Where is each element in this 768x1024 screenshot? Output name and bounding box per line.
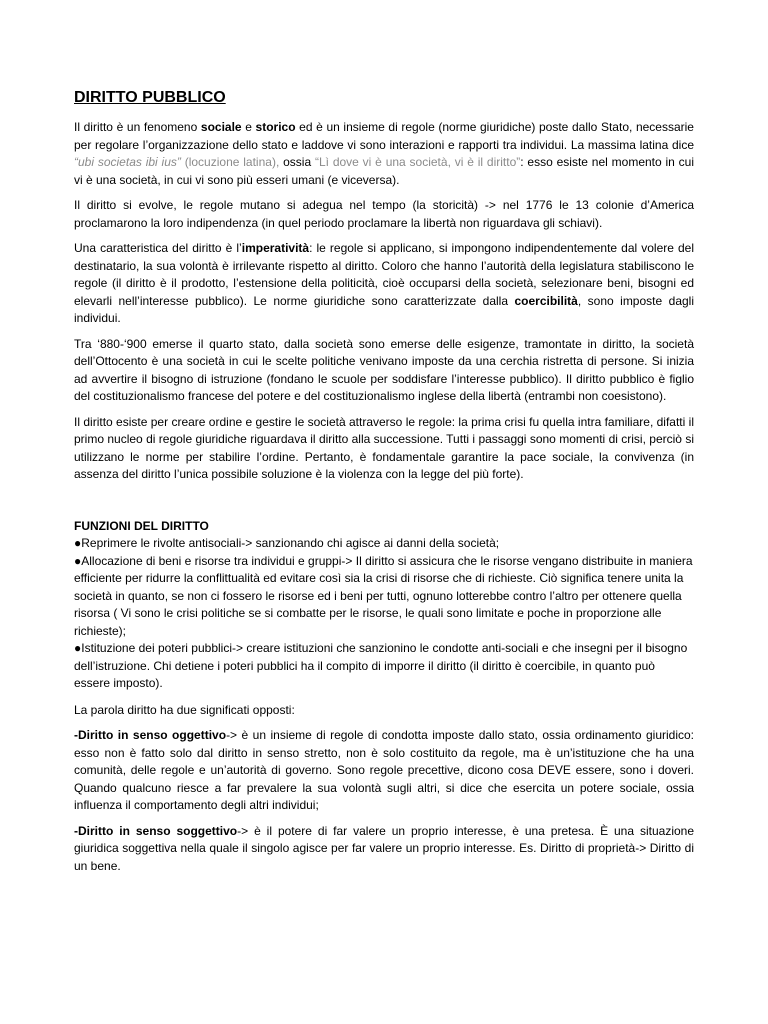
section-title-funzioni: FUNZIONI DEL DIRITTO xyxy=(74,518,209,533)
paragraph-ordine: Il diritto esiste per creare ordine e gestire le società attraverso le regole: la prima crisi fu quella intra familiare, difatti il primo nucleo di regole giuridiche riguardava il diritto alla successione. Tutti i passaggi sono momenti di crisi, perciò si utilizzano le norme per stabilire l’ordine. Pertanto, è fondamentale garantire la pace sociale, la convivenza (in assenza del diritto l’unica possibile soluzione è la violenza con la legge del più forte). xyxy=(74,414,694,481)
paragraph-evolution: Il diritto si evolve, le regole mutano si adegua nel tempo (la storicità) -> nel 1776 le 13 colonie d’America proclamarono la loro indipendenza (in quel periodo proclamare la libertà non riguardava gli schiavi). xyxy=(74,198,694,230)
bullet-item: ●Reprimere le rivolte antisociali-> sanzionando chi agisce ai danni della società; xyxy=(74,536,500,550)
paragraph-quarto-stato: Tra ‘880-‘900 emerse il quarto stato, dalla società sono emerse delle esigenze, tramontate in diritto, la società dell’Ottocento è una società in cui le scelte politiche venivano imposte da una cerchia ristretta di persone. Si inizia ad avvertire il bisogno di istruzione (fondano le scuole per soddisfare l’interesse pubblico). Il diritto pubblico è figlio del costituzionalismo francese del potere e del costituzionalismo inglese della libertà (entrambi non coesistono). xyxy=(74,336,694,403)
text: e xyxy=(241,120,256,134)
document-page xyxy=(74,88,694,883)
text: ed è un insieme di regole (norme giuridiche) poste dallo Stato, necessarie per regolare l’organizzazione dello stato e laddove vi sono interazioni e rapporti tra individui. La massima latina dice xyxy=(74,120,694,152)
translation-quote: “Lì dove vi è una società, vi è il diritto” xyxy=(314,155,521,169)
bold-term-coercibilita: coercibilità xyxy=(514,293,578,308)
bold-term-sociale: sociale xyxy=(200,120,242,134)
latin-quote: “ubi societas ibi ius” (locuzione latina), xyxy=(74,155,284,169)
bold-term-storico: storico xyxy=(255,120,296,134)
text: : esso esiste nel momento in cui vi è una società, in cui vi sono più esseri umani (e viceversa). xyxy=(74,155,695,187)
paragraph-oggettivo: -Diritto in senso oggettivo-> è un insieme di regole di condotta imposte dallo stato, ossia ordinamento giuridico: esso non è fatto solo dal diritto in senso stretto, non è solo costituito da regole, ma è un’istituzione che ha una comunità, delle regole e un’autorità di governo. Sono regole precettive, dicono cosa DEVE essere, sono i doveri. Quando qualcuno riesce a far prevalere la sua volontà sugli altri, si dice che esercita un potere sociale, ossia influenza il comportamento degli altri individui; xyxy=(74,728,694,812)
bullet-item: ●Istituzione dei poteri pubblici-> creare istituzioni che sanzionino le condotte anti-sociali e che insegni per il bisogno dell’istruzione. Chi detiene i poteri pubblici ha il compito di imporre il diritto (il diritto è coercibile, in quanto può essere imposto). xyxy=(74,641,688,690)
paragraph-soggettivo: -Diritto in senso soggettivo-> è il potere di far valere un proprio interesse, è una pretesa. È una situazione giuridica soggettiva nella quale il singolo agisce per far valere un proprio interesse. Es. Diritto di proprietà-> Diritto di un bene. xyxy=(74,823,695,873)
bold-term-soggettivo: -Diritto in senso soggettivo xyxy=(74,823,238,838)
bullet-item: ●Allocazione di beni e risorse tra individui e gruppi-> Il diritto si assicura che le risorse vengano distribuite in maniera efficiente per ridurre la conflittualità ed evitare così sia la crisi di risorse che di richieste. Ciò significa tenere unita la società in quanto, se non ci fossero le risorse ed i beni per tutti, ognuno lotterebbe contro l’altro per ottenere quella risorsa ( Vi sono le crisi politiche se si combatte per le risorse, le quali sono limitate e poche in proporzione alle richieste); xyxy=(74,553,693,638)
paragraph-intro xyxy=(74,119,694,189)
bullet-list xyxy=(74,535,694,693)
bold-term-oggettivo: -Diritto in senso oggettivo xyxy=(74,728,227,742)
paragraph-imperativita: Una caratteristica del diritto è l’imperatività: le regole si applicano, si impongono indipendentemente dal volere del destinatario, la sua volontà è irrilevante rispetto al diritto. Coloro che hanno l’autorità della legislatura stabiliscono le regole (il diritto è il prodotto, l’estensione della politicità, cioè occuparsi della società, selezionare beni, bisogni ed elevarli nell’interesse pubblico). Le norme giuridiche sono caratterizzate dalla coercibilità, sono imposte dagli individui. xyxy=(74,241,694,325)
page-title: DIRITTO PUBBLICO xyxy=(74,89,226,106)
text: ossia xyxy=(283,155,315,169)
paragraph-significati: La parola diritto ha due significati opposti: xyxy=(74,702,295,717)
bold-term-imperativita: imperatività xyxy=(241,241,310,255)
text: Il diritto è un fenomeno xyxy=(74,120,201,134)
